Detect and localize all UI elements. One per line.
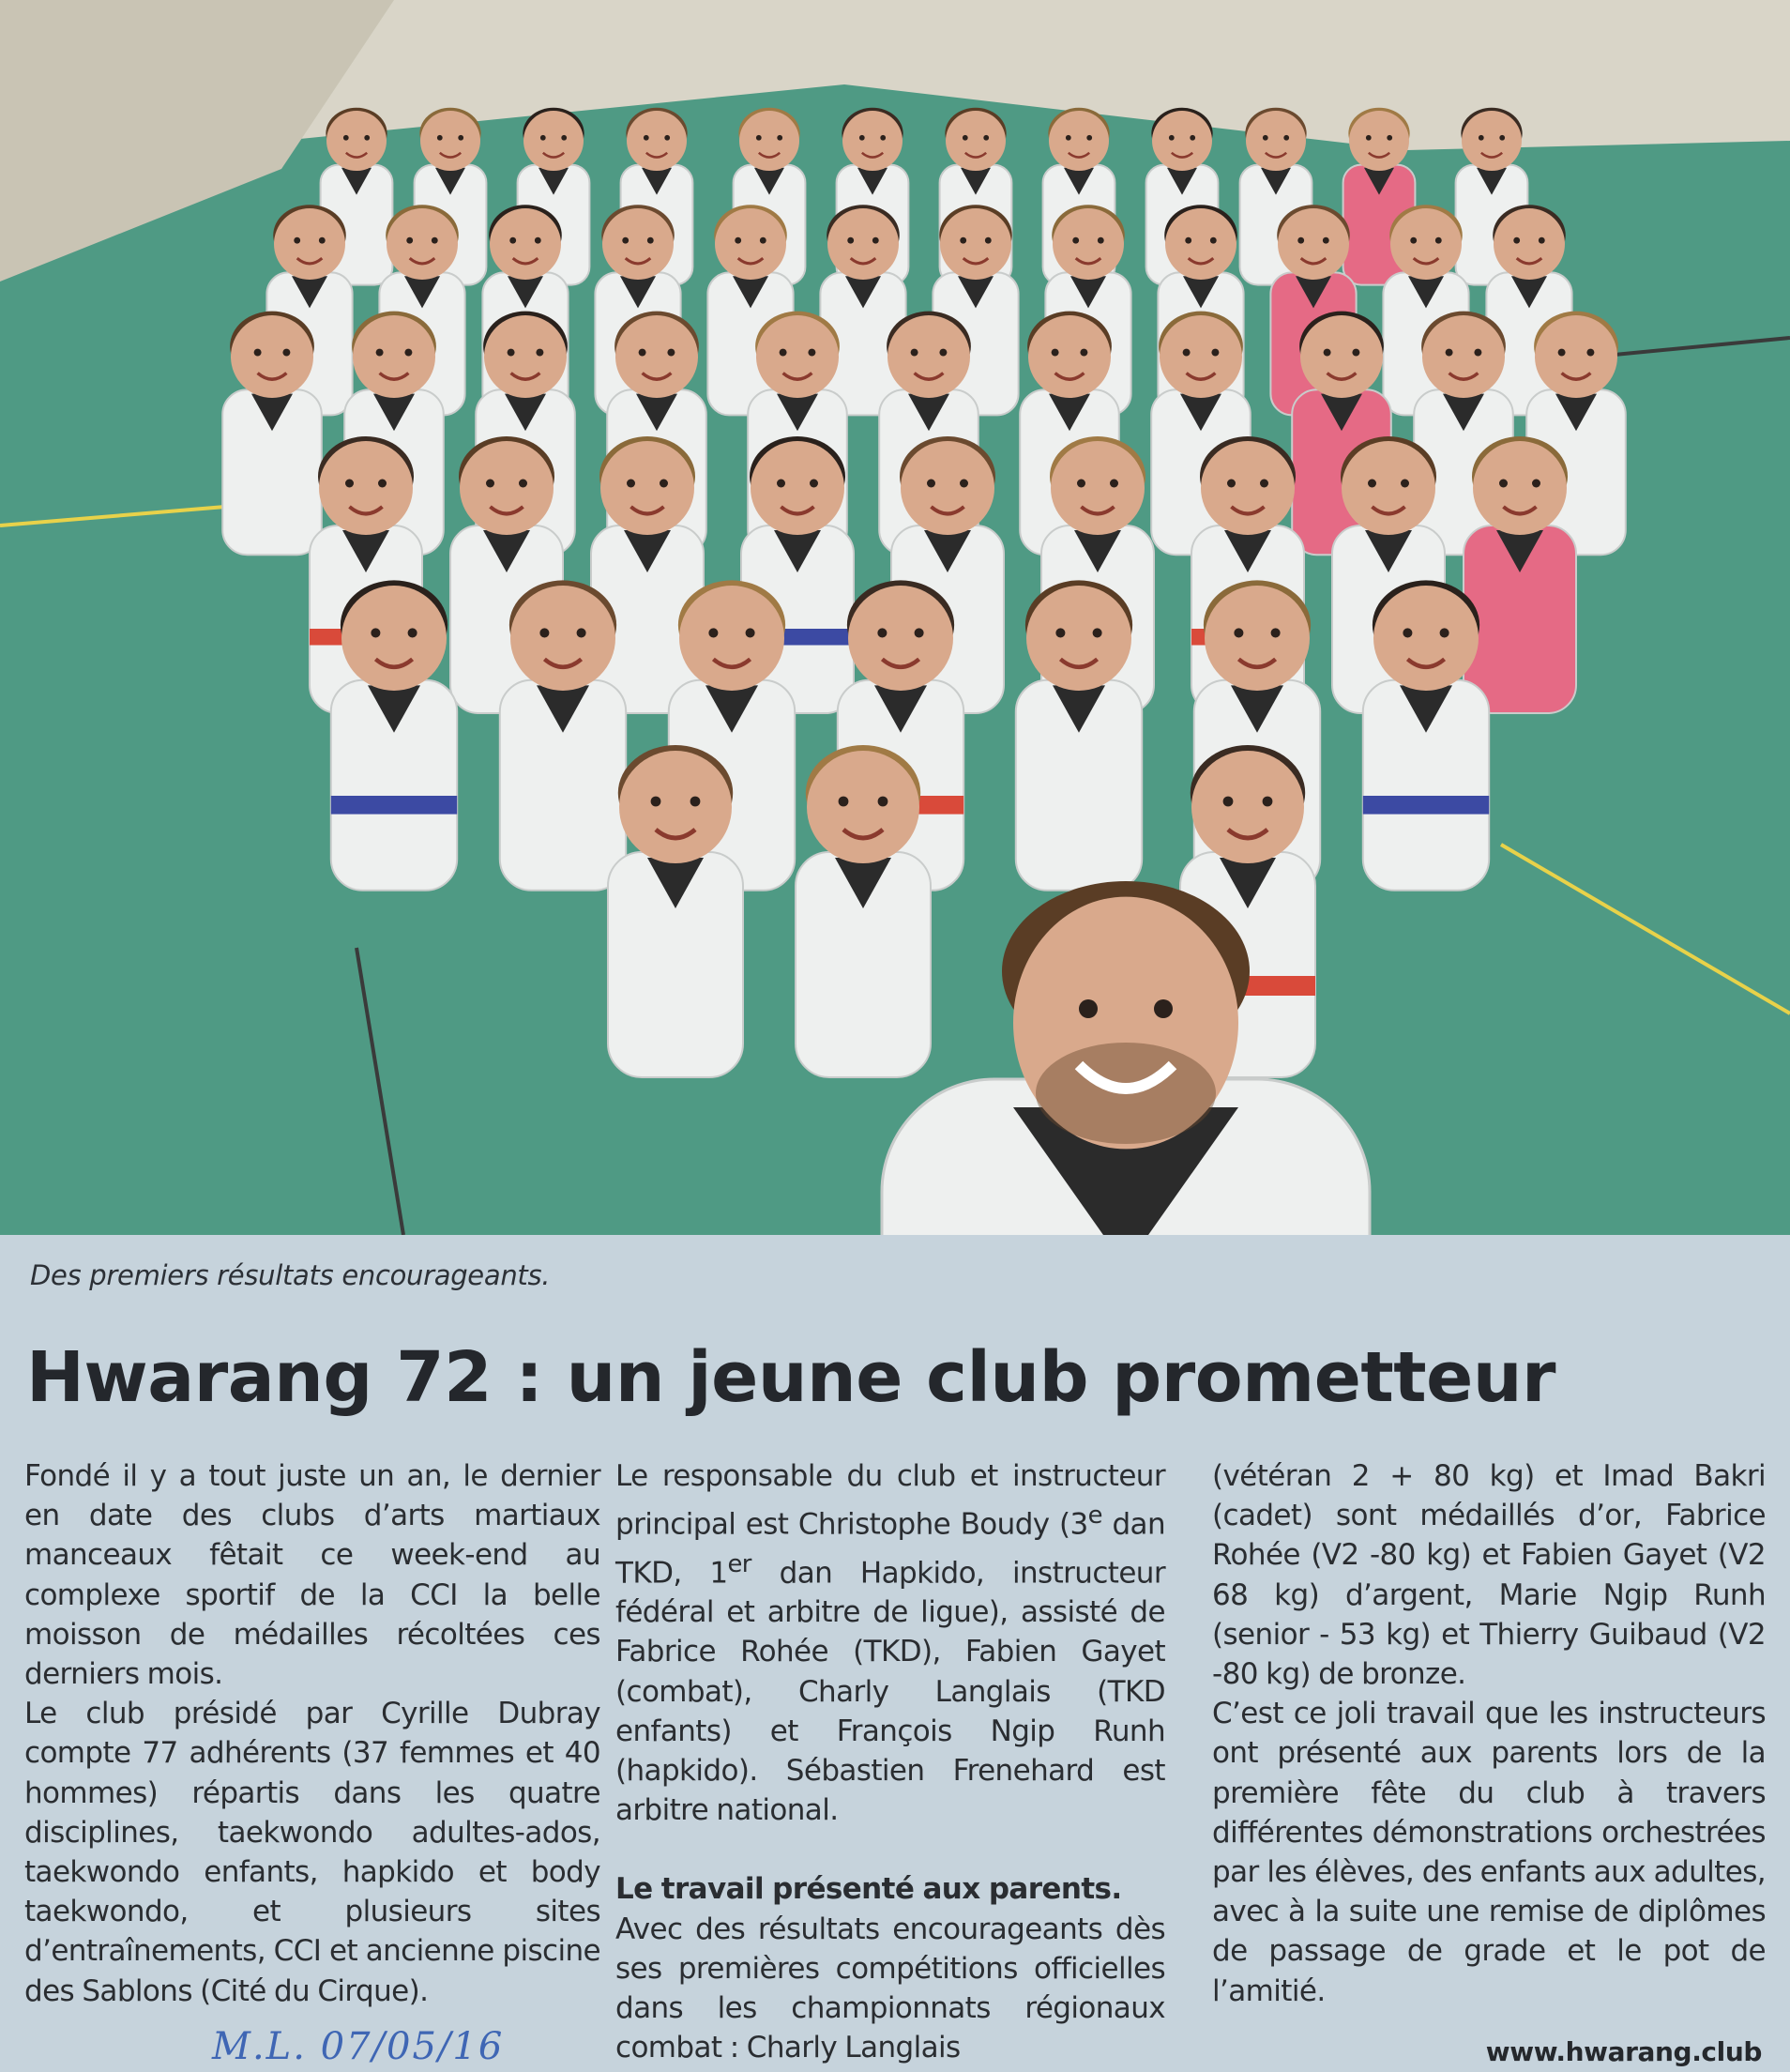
person-face: [615, 315, 698, 398]
eye: [983, 135, 989, 141]
person-face: [1278, 208, 1349, 280]
person-face: [827, 208, 899, 280]
eye: [1435, 237, 1442, 244]
paragraph: [615, 1456, 1165, 1830]
eye: [1263, 135, 1268, 141]
person-face: [1246, 111, 1306, 171]
eye: [1513, 237, 1520, 244]
person-face: [353, 315, 435, 398]
person-face: [387, 208, 458, 280]
eye: [536, 349, 543, 357]
eye: [1227, 480, 1236, 488]
eye: [911, 349, 918, 357]
eye: [1410, 237, 1417, 244]
eye: [343, 135, 349, 141]
eye: [810, 480, 818, 488]
eye: [1185, 237, 1191, 244]
eye: [535, 237, 541, 244]
eye: [1532, 480, 1540, 488]
eye: [760, 237, 766, 244]
eye: [915, 628, 924, 637]
eye: [859, 135, 865, 141]
eye: [1052, 349, 1059, 357]
eye: [1183, 349, 1191, 357]
paragraph: Le club présidé par Cyrille Dubray compte 77 adhérents (37 femmes et 40 hommes) répartis dans les quatre disciplines, taekwondo adultes-ados, taekwondo enfants, hapkido et body taekwondo, et plusieurs sites d’entraînements, CCI et ancienne piscine des Sablons (Cité du Cirque).: [24, 1697, 600, 2008]
eye: [877, 628, 887, 637]
eye: [639, 349, 646, 357]
person-face: [1494, 208, 1565, 280]
article-column-1: [24, 1456, 600, 2011]
text-run: Le responsable du club et instructeur principal est Christophe Boudy (3: [615, 1459, 1165, 1542]
person-face: [1051, 441, 1145, 535]
eye: [1234, 628, 1243, 637]
person-face: [1473, 441, 1567, 535]
person-face: [602, 208, 674, 280]
person-face: [739, 111, 799, 171]
eye: [561, 135, 567, 141]
eye: [651, 797, 661, 807]
person-face: [627, 111, 687, 171]
eye: [437, 135, 443, 141]
eye: [404, 349, 412, 357]
person-face: [1152, 111, 1212, 171]
person-face: [341, 586, 447, 691]
person-face: [1053, 208, 1124, 280]
eye: [756, 135, 762, 141]
eye: [1387, 135, 1392, 141]
eye: [319, 237, 326, 244]
eye: [254, 349, 262, 357]
person-face: [901, 441, 994, 535]
person-face: [274, 208, 345, 280]
eye: [780, 349, 787, 357]
article-column-2: [615, 1456, 1165, 2068]
eye: [371, 628, 380, 637]
person-face: [1049, 111, 1109, 171]
eye: [1297, 237, 1304, 244]
eye: [408, 628, 417, 637]
eye: [508, 349, 515, 357]
eye: [364, 135, 370, 141]
eye: [1093, 628, 1102, 637]
eye: [1098, 237, 1104, 244]
eye: [647, 237, 654, 244]
eye: [878, 797, 888, 807]
eye: [519, 480, 527, 488]
person-face: [1342, 441, 1435, 535]
eye: [1440, 628, 1449, 637]
paragraph: (vétéran 2 + 80 kg) et Imad Bakri (cadet) sont médaillés d’or, Fabrice Rohée (V2 -80 kg) et Fabien Gayet (V2 68 kg) d’argent, Marie Ngip Runh (senior - 53 kg) et Thierry Guibaud (V2 -80 kg) de bronze.: [1212, 1459, 1766, 1692]
person-face: [1028, 315, 1111, 398]
person-face: [679, 586, 784, 691]
person-face: [1300, 315, 1383, 398]
person-face: [946, 111, 1006, 171]
paragraph: Fondé il y a tout juste un an, le dernier en date des clubs d’arts martiaux manceaux fêtait ce week-end au complexe sportif de la CCI la belle moisson de médailles récoltées ces derniers mois.: [24, 1459, 600, 1692]
eye: [939, 349, 947, 357]
person-face: [848, 586, 953, 691]
eye: [746, 628, 755, 637]
eye: [1283, 135, 1289, 141]
person-face: [420, 111, 480, 171]
belt: [1363, 796, 1489, 815]
section-subheading: Le travail présenté aux parents.: [615, 1872, 1122, 1907]
eye: [1211, 349, 1219, 357]
eye: [777, 135, 782, 141]
eye: [577, 628, 586, 637]
article-column-3: [1212, 1456, 1766, 2011]
superscript: er: [727, 1549, 751, 1578]
eye: [1079, 999, 1098, 1018]
eye: [539, 628, 549, 637]
person-face: [600, 441, 694, 535]
handwritten-note: M.L. 07/05/16: [212, 2025, 505, 2068]
person-face: [1205, 586, 1310, 691]
eye: [1403, 628, 1412, 637]
eye: [644, 135, 649, 141]
eye: [847, 237, 854, 244]
person-face: [490, 208, 561, 280]
eye: [960, 480, 968, 488]
eye: [1586, 349, 1594, 357]
eye: [1086, 135, 1092, 141]
eye: [627, 480, 635, 488]
person-face: [510, 586, 615, 691]
person-face: [319, 441, 413, 535]
eye: [927, 480, 935, 488]
superscript: e: [1087, 1501, 1102, 1531]
eye: [486, 480, 494, 488]
eye: [376, 349, 384, 357]
eye: [1169, 135, 1175, 141]
eye: [406, 237, 413, 244]
eye: [282, 349, 290, 357]
eye: [1260, 480, 1268, 488]
eye: [1271, 628, 1281, 637]
eye: [458, 135, 463, 141]
person-face: [1349, 111, 1409, 171]
eye: [1110, 480, 1118, 488]
eye: [1558, 349, 1566, 357]
person-face: [619, 751, 732, 863]
person-face: [326, 111, 387, 171]
eye: [1323, 237, 1329, 244]
eye: [985, 237, 992, 244]
eye: [345, 480, 354, 488]
eye: [963, 135, 968, 141]
eye: [667, 349, 675, 357]
eye: [1401, 480, 1409, 488]
eye: [1368, 480, 1376, 488]
eye: [1446, 349, 1453, 357]
person-face: [460, 441, 554, 535]
person-face: [940, 208, 1011, 280]
eye: [1499, 480, 1508, 488]
person-face: [231, 315, 313, 398]
belt: [331, 796, 457, 815]
eye: [1352, 349, 1359, 357]
person-face: [1462, 111, 1522, 171]
eye: [708, 628, 718, 637]
paragraph: C’est ce joli travail que les instructeurs ont présenté aux parents lors de la première fête du club à travers différentes démonstrations orchestrées par les élèves, des enfants aux adultes, avec à la suite une remise de diplômes de passage de grade et le pot de l’amitié.: [1212, 1697, 1766, 2008]
eye: [1210, 237, 1217, 244]
person-face: [523, 111, 584, 171]
eye: [1479, 135, 1484, 141]
person-face: [887, 315, 970, 398]
person-face: [1160, 315, 1242, 398]
eye: [660, 480, 668, 488]
person-face: [1373, 586, 1479, 691]
eye: [1072, 237, 1079, 244]
person-face: [1201, 441, 1295, 535]
text-run: dan TKD, 1: [615, 1507, 1165, 1591]
eye: [1324, 349, 1331, 357]
person-face: [1390, 208, 1462, 280]
eye: [960, 237, 966, 244]
eye: [880, 135, 886, 141]
eye: [1539, 237, 1545, 244]
person-face: [756, 315, 839, 398]
person-face: [1535, 315, 1617, 398]
eye: [872, 237, 879, 244]
paragraph: Avec des résultats encourageants dès ses premières compétitions officielles dans les championnats régionaux combat : Charly Langlais: [615, 1912, 1165, 2065]
eye: [1499, 135, 1505, 141]
person-face: [1026, 586, 1131, 691]
eye: [1066, 135, 1071, 141]
eye: [540, 135, 546, 141]
person-face: [484, 315, 567, 398]
eye: [294, 237, 300, 244]
eye: [509, 237, 516, 244]
person-face: [1191, 751, 1304, 863]
eye: [735, 237, 741, 244]
eye: [1366, 135, 1372, 141]
eye: [1154, 999, 1173, 1018]
person-face: [807, 751, 919, 863]
person-face: [842, 111, 903, 171]
eye: [1474, 349, 1481, 357]
headline: Hwarang 72 : un jeune club prometteur: [26, 1337, 1556, 1418]
eye: [622, 237, 629, 244]
eye: [808, 349, 815, 357]
eye: [1190, 135, 1195, 141]
eye: [1055, 628, 1065, 637]
eye: [1263, 797, 1273, 807]
eye: [1223, 797, 1234, 807]
person-face: [715, 208, 786, 280]
eye: [777, 480, 785, 488]
person-face: [751, 441, 844, 535]
eye: [664, 135, 670, 141]
photo-caption: Des premiers résultats encourageants.: [30, 1259, 551, 1291]
person-face: [1422, 315, 1505, 398]
person-face: [1165, 208, 1236, 280]
eye: [432, 237, 438, 244]
eye: [1080, 349, 1087, 357]
text-run: dan Hapkido, instructeur fédéral et arbitre de ligue), assisté de Fabrice Rohée (TKD), Fabien Gayet (combat), Charly Langlais (TKD enfants) et François Ngip Runh (hapkido). Sébastien Frenehard est arbitre national.: [615, 1556, 1165, 1828]
club-url: www.hwarang.club: [1485, 2036, 1762, 2067]
eye: [1077, 480, 1085, 488]
eye: [378, 480, 387, 488]
eye: [839, 797, 849, 807]
eye: [690, 797, 701, 807]
